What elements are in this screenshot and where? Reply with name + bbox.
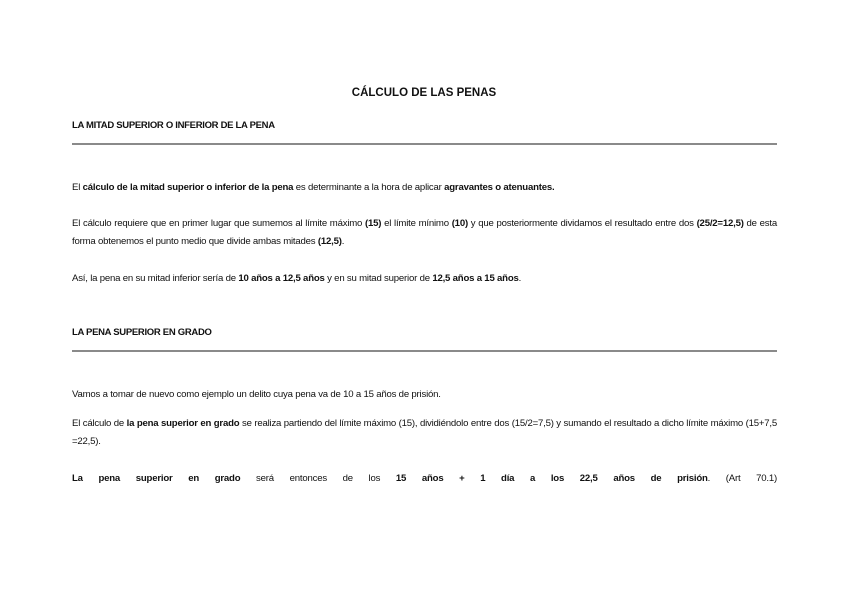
paragraph-grado-conclusion xyxy=(72,470,777,488)
bold-text-run: (15) xyxy=(365,218,382,229)
section-heading-grado: LA PENA SUPERIOR EN GRADO xyxy=(72,327,212,338)
text-run: el límite mínimo xyxy=(381,218,452,229)
text-run: será entonces de los xyxy=(240,473,396,484)
bold-text-run: (10) xyxy=(451,218,468,229)
bold-text-run: 10 años a 12,5 años xyxy=(238,273,325,284)
text-run: se realiza partiendo del límite máximo (15), dividiéndolo entre dos (15/2=7,5) y sumando el resultado a dicho límite máximo (15+7,5 =22,5). xyxy=(72,418,777,447)
text-run: es determinante a la hora de aplicar xyxy=(293,182,445,193)
paragraph-mitad-calculo xyxy=(72,215,777,251)
text-run: y en su mitad superior de xyxy=(324,273,433,284)
text-run: . xyxy=(518,273,522,284)
text-run: El xyxy=(72,182,83,193)
bold-text-run: la pena superior en grado xyxy=(126,418,240,429)
section-heading-mitad: LA MITAD SUPERIOR O INFERIOR DE LA PENA xyxy=(72,120,275,131)
bold-text-run: 15 años + 1 día a los 22,5 años de prisión xyxy=(395,473,708,484)
bold-text-run: La pena superior en grado xyxy=(72,473,241,484)
bold-text-run: cálculo de la mitad superior o inferior de la pena xyxy=(82,182,294,193)
bold-text-run: (25/2=12,5) xyxy=(696,218,744,229)
text-run: y que posteriormente dividamos el resultado entre dos xyxy=(467,218,697,229)
paragraph-grado-calculo xyxy=(72,415,777,451)
paragraph-mitad-intro xyxy=(72,179,777,197)
bold-text-run: agravantes o atenuantes. xyxy=(444,182,555,193)
section-divider xyxy=(72,350,777,352)
text-run: de esta forma obtenemos el punto medio que divide ambas mitades xyxy=(72,218,777,247)
document-title: CÁLCULO DE LAS PENAS xyxy=(351,87,497,99)
bold-text-run: (12,5) xyxy=(317,236,342,247)
text-run: . (Art 70.1) xyxy=(707,473,778,484)
section-divider xyxy=(72,143,777,145)
text-run: Así, la pena en su mitad inferior sería de xyxy=(72,273,239,284)
text-run: . xyxy=(341,236,345,247)
text-run: El cálculo requiere que en primer lugar que sumemos al límite máximo xyxy=(72,218,366,229)
paragraph-mitad-conclusion xyxy=(72,270,777,288)
paragraph-grado-ejemplo: Vamos a tomar de nuevo como ejemplo un delito cuya pena va de 10 a 15 años de prisión. xyxy=(72,389,441,400)
bold-text-run: 12,5 años a 15 años xyxy=(432,273,519,284)
text-run: El cálculo de xyxy=(72,418,127,429)
